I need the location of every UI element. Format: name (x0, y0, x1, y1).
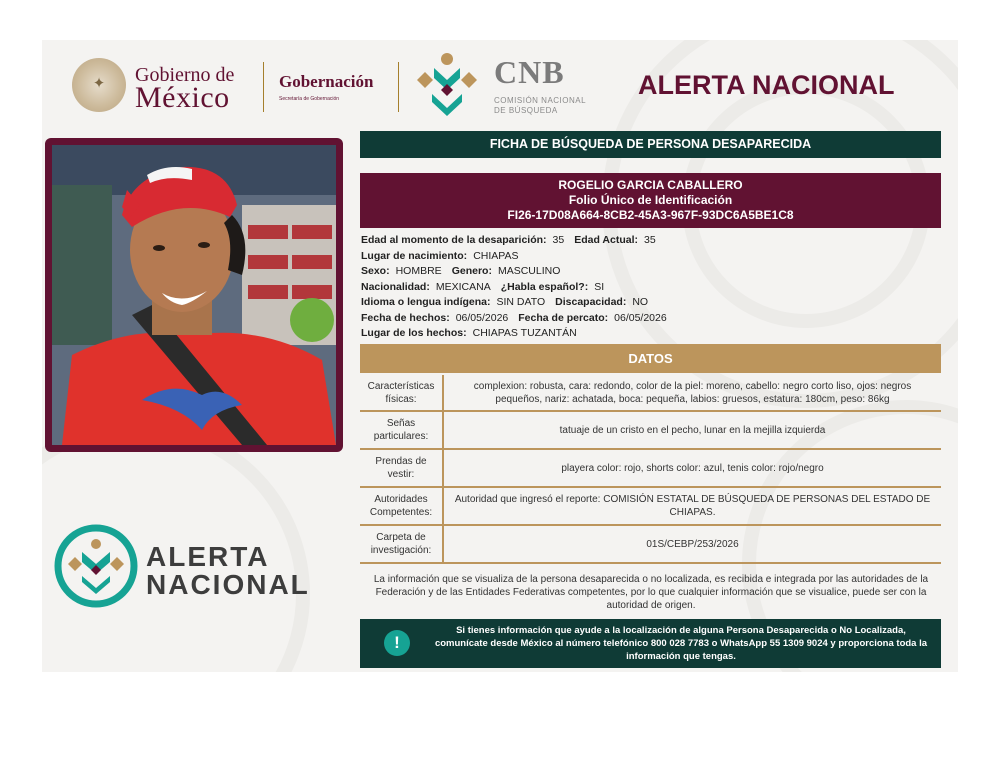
gobernacion-logo-text: Gobernación (279, 72, 374, 91)
contact-banner (360, 619, 941, 668)
datos-header: DATOS (360, 344, 941, 373)
row-value: playera color: rojo, shorts color: azul, tenis color: rojo/negro (443, 449, 941, 487)
row-label: Prendas de vestir: (360, 449, 443, 487)
header-divider (263, 62, 264, 112)
exclamation-icon: ! (384, 630, 410, 656)
row-value: complexion: robusta, cara: redondo, color de la piel: moreno, cabello: negro corto liso, ojos: negros pequeños, nariz: achatada, boca: pequeña, labios: gruesos, estatura: 180cm, peso: 86kg (443, 375, 941, 411)
folio-value: FI26-17D08A664-8CB2-45A3-967F-93DC6A5BE1C8 (507, 208, 794, 222)
row-label: Autoridades Competentes: (360, 487, 443, 525)
table-row (360, 449, 941, 487)
alerta-nacional-title: ALERTA NACIONAL (638, 70, 895, 100)
cnb-subtitle: COMISIÓN NACIONAL DE BÚSQUEDA (494, 96, 587, 115)
disclaimer-text: La información que se visualiza de la persona desaparecida o no localizada, es recibida e integrada por las autoridades de la Federación y de las Entidades Federativas competentes, por lo que cualquier información que se visualice, puede ser con la autoridad de origen. (373, 574, 929, 611)
table-row (360, 525, 941, 563)
row-value: Autoridad que ingresó el reporte: COMISIÓN ESTATAL DE BÚSQUEDA DE PERSONAS DEL ESTADO DE CHIAPAS. (443, 487, 941, 525)
cnb-logo-icon (412, 50, 482, 120)
alerta-nacional-logo-text: ALERTA NACIONAL (146, 541, 310, 600)
row-value: 01S/CEBP/253/2026 (443, 525, 941, 563)
table-row (360, 411, 941, 449)
row-label: Características físicas: (360, 375, 443, 411)
folio-label: Folio Único de Identificación (568, 193, 733, 207)
header-divider (398, 62, 399, 112)
row-label: Señas particulares: (360, 411, 443, 449)
table-row (360, 487, 941, 525)
person-name: ROGELIO GARCIA CABALLERO (558, 178, 743, 192)
gobernacion-subtitle: Secretaría de Gobernación (279, 96, 340, 102)
ficha-title-bar: FICHA DE BÚSQUEDA DE PERSONA DESAPARECIDA (360, 131, 941, 158)
contact-text: Si tienes información que ayude a la localización de alguna Persona Desaparecida o No Localizada, comunícate desde México al número telefónico 800 028 7783 o WhatsApp 55 1309 9024 y proporciona toda la información que tengas. (434, 625, 928, 662)
datos-table (360, 375, 941, 564)
cnb-logo-text: CNB (494, 54, 565, 90)
table-row (360, 375, 941, 411)
mexico-seal-icon: ✦ (72, 58, 126, 112)
row-value: tatuaje de un cristo en el pecho, lunar en la mejilla izquierda (443, 411, 941, 449)
alerta-nacional-logo-icon (54, 524, 138, 608)
missing-person-photo (52, 145, 336, 445)
mexico-text: México (135, 81, 230, 114)
person-info: Edad al momento de la desaparición: 35 Edad Actual: 35 Lugar de nacimiento: CHIAPAS Sexo: HOMBRE Genero: MASCULINO Nacionalidad: MEXICANA ¿Habla español?: SI Idioma o lengua indígena: SIN DATO Discapacidad: NO Fecha de hechos: 06/05/2026 Fecha de percato: 06/05/2026 Lugar de los hechos: CHIAPAS TUZANTÁN (361, 234, 667, 339)
row-label: Carpeta de investigación: (360, 525, 443, 563)
gobierno-de-text: Gobierno de (135, 64, 235, 86)
person-header (360, 173, 941, 228)
